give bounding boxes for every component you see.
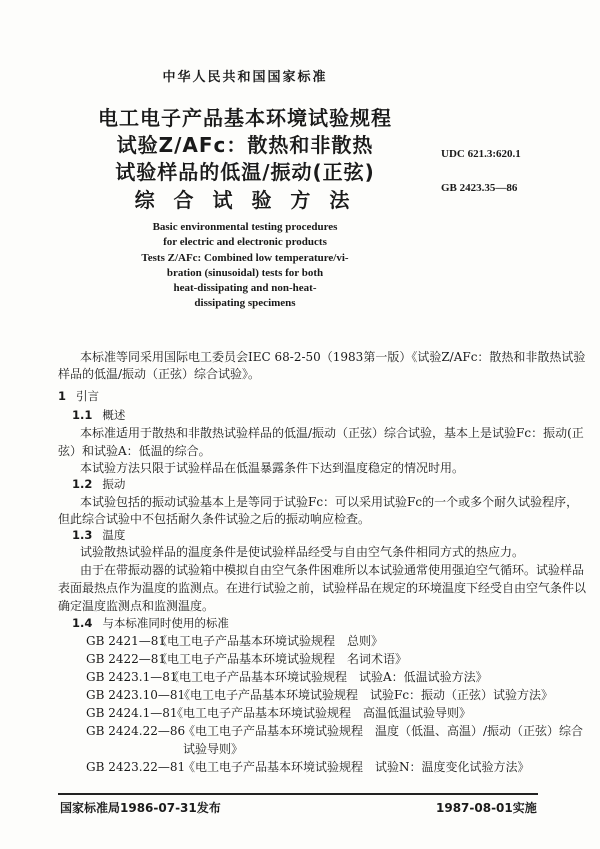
section-title: 温度 [102,528,126,542]
standard-ref [86,652,407,666]
footer-divider [58,793,538,795]
title-en-line: bration (sinusoidal) tests for both [166,267,324,279]
ref-code: GB 2423.10—81 [86,688,186,702]
body-line: 确定温度监测点和监测温度。 [58,599,215,613]
section-title: 概述 [102,408,126,422]
body-line: 试验散热试验样品的温度条件是使试验样品经受与自由空气条件相同方式的热应力。 [80,545,525,559]
ref-title: 《电工电子产品基本环境试验规程 高温低温试验导则》 [171,706,472,720]
section-number: 1.4 [72,616,93,630]
ref-title: 《电工电子产品基本环境试验规程 总则》 [155,634,384,648]
title-en-line: Tests Z/AFc: Combined low temperature/vi- [141,252,349,264]
ref-title: 《电工电子产品基本环境试验规程 试验N：温度变化试验方法》 [183,760,530,774]
section-title: 振动 [102,477,126,491]
standard-ref [86,688,553,702]
standard-ref [86,670,488,684]
section-title: 引言 [76,389,100,403]
ref-code: GB 2422—81 [86,652,167,666]
ref-title-continued: 试验导则》 [183,742,244,756]
body-line: 由于在带振动器的试验箱中模拟自由空气条件困难所以本试验通常使用强迫空气循环。试验样品 [80,563,585,577]
title-en-line: dissipating specimens [194,297,296,309]
section-1-4-heading [72,616,229,630]
ref-code: GB 2424.1—81 [86,706,178,720]
ref-title: 《电工电子产品基本环境试验规程 试验A：低温试验方法》 [167,670,488,684]
document-header: 中华人民共和国国家标准 [162,70,328,85]
ref-title: 《电工电子产品基本环境试验规程 试验Fc：振动（正弦）试验方法》 [178,688,554,702]
section-1-2-heading [72,477,125,491]
title-en-line: heat-dissipating and non-heat- [173,282,317,294]
ref-code: GB 2421—81 [86,634,167,648]
ref-code: GB 2423.1—81 [86,670,178,684]
standard-ref [86,760,530,774]
title-cn-line: 试验样品的低温/振动(正弦) [115,160,375,184]
body-line: 本试验方法只限于试验样品在低温暴露条件下达到温度稳定的情况时用。 [80,461,465,475]
body-line: 弦）和试验A：低温的综合。 [58,444,211,458]
title-cn-line: 试验Z/AFc：散热和非散热 [116,133,374,157]
body-line: 表面最热点作为温度的监测点。在进行试验之前，试验样品在规定的环境温度下经受自由空气条件以 [58,581,587,595]
issue-date: 国家标准局1986-07-31发布 [60,801,221,815]
gb-number: GB 2423.35—86 [441,182,518,194]
section-number: 1.1 [72,408,93,422]
ref-code: GB 2423.22—81 [86,760,186,774]
ref-title: 《电工电子产品基本环境试验规程 温度（低温、高温）/振动（正弦）综合 [183,724,584,738]
section-title: 与本标准同时使用的标准 [102,616,229,630]
section-1-heading [58,389,99,403]
ref-code: GB 2424.22—86 [86,724,186,738]
section-1-1-heading [72,408,125,422]
intro-line: 样品的低温/振动（正弦）综合试验》。 [58,367,261,381]
section-number: 1.2 [72,477,93,491]
section-number: 1 [58,389,67,403]
ref-title: 《电工电子产品基本环境试验规程 名词术语》 [155,652,408,666]
effective-date: 1987-08-01实施 [436,801,537,815]
title-en-line: Basic environmental testing procedures [152,221,338,233]
body-line: 本试验包括的振动试验基本上是等同于试验Fc：可以采用试验Fc的一个或多个耐久试验程序， [80,495,579,509]
title-cn-line: 电工电子产品基本环境试验规程 [98,106,392,130]
title-en-line: for electric and electronic products [163,236,327,248]
body-line: 但此综合试验中不包括耐久条件试验之后的振动响应检查。 [58,512,371,526]
body-line: 本标准适用于散热和非散热试验样品的低温/振动（正弦）综合试验，基本上是试验Fc：振动(正 [80,426,584,440]
standard-ref [86,724,583,738]
standard-ref [86,634,383,648]
intro-line: 本标准等同采用国际电工委员会IEC 68-2-50（1983第一版）《试验Z/AFc：散热和非散热试验 [80,350,586,364]
title-cn-line: 综 合 试 验 方 法 [134,188,356,212]
standard-ref [86,706,471,720]
section-1-3-heading [72,528,125,542]
udc-code: UDC 621.3:620.1 [441,148,521,160]
section-number: 1.3 [72,528,93,542]
